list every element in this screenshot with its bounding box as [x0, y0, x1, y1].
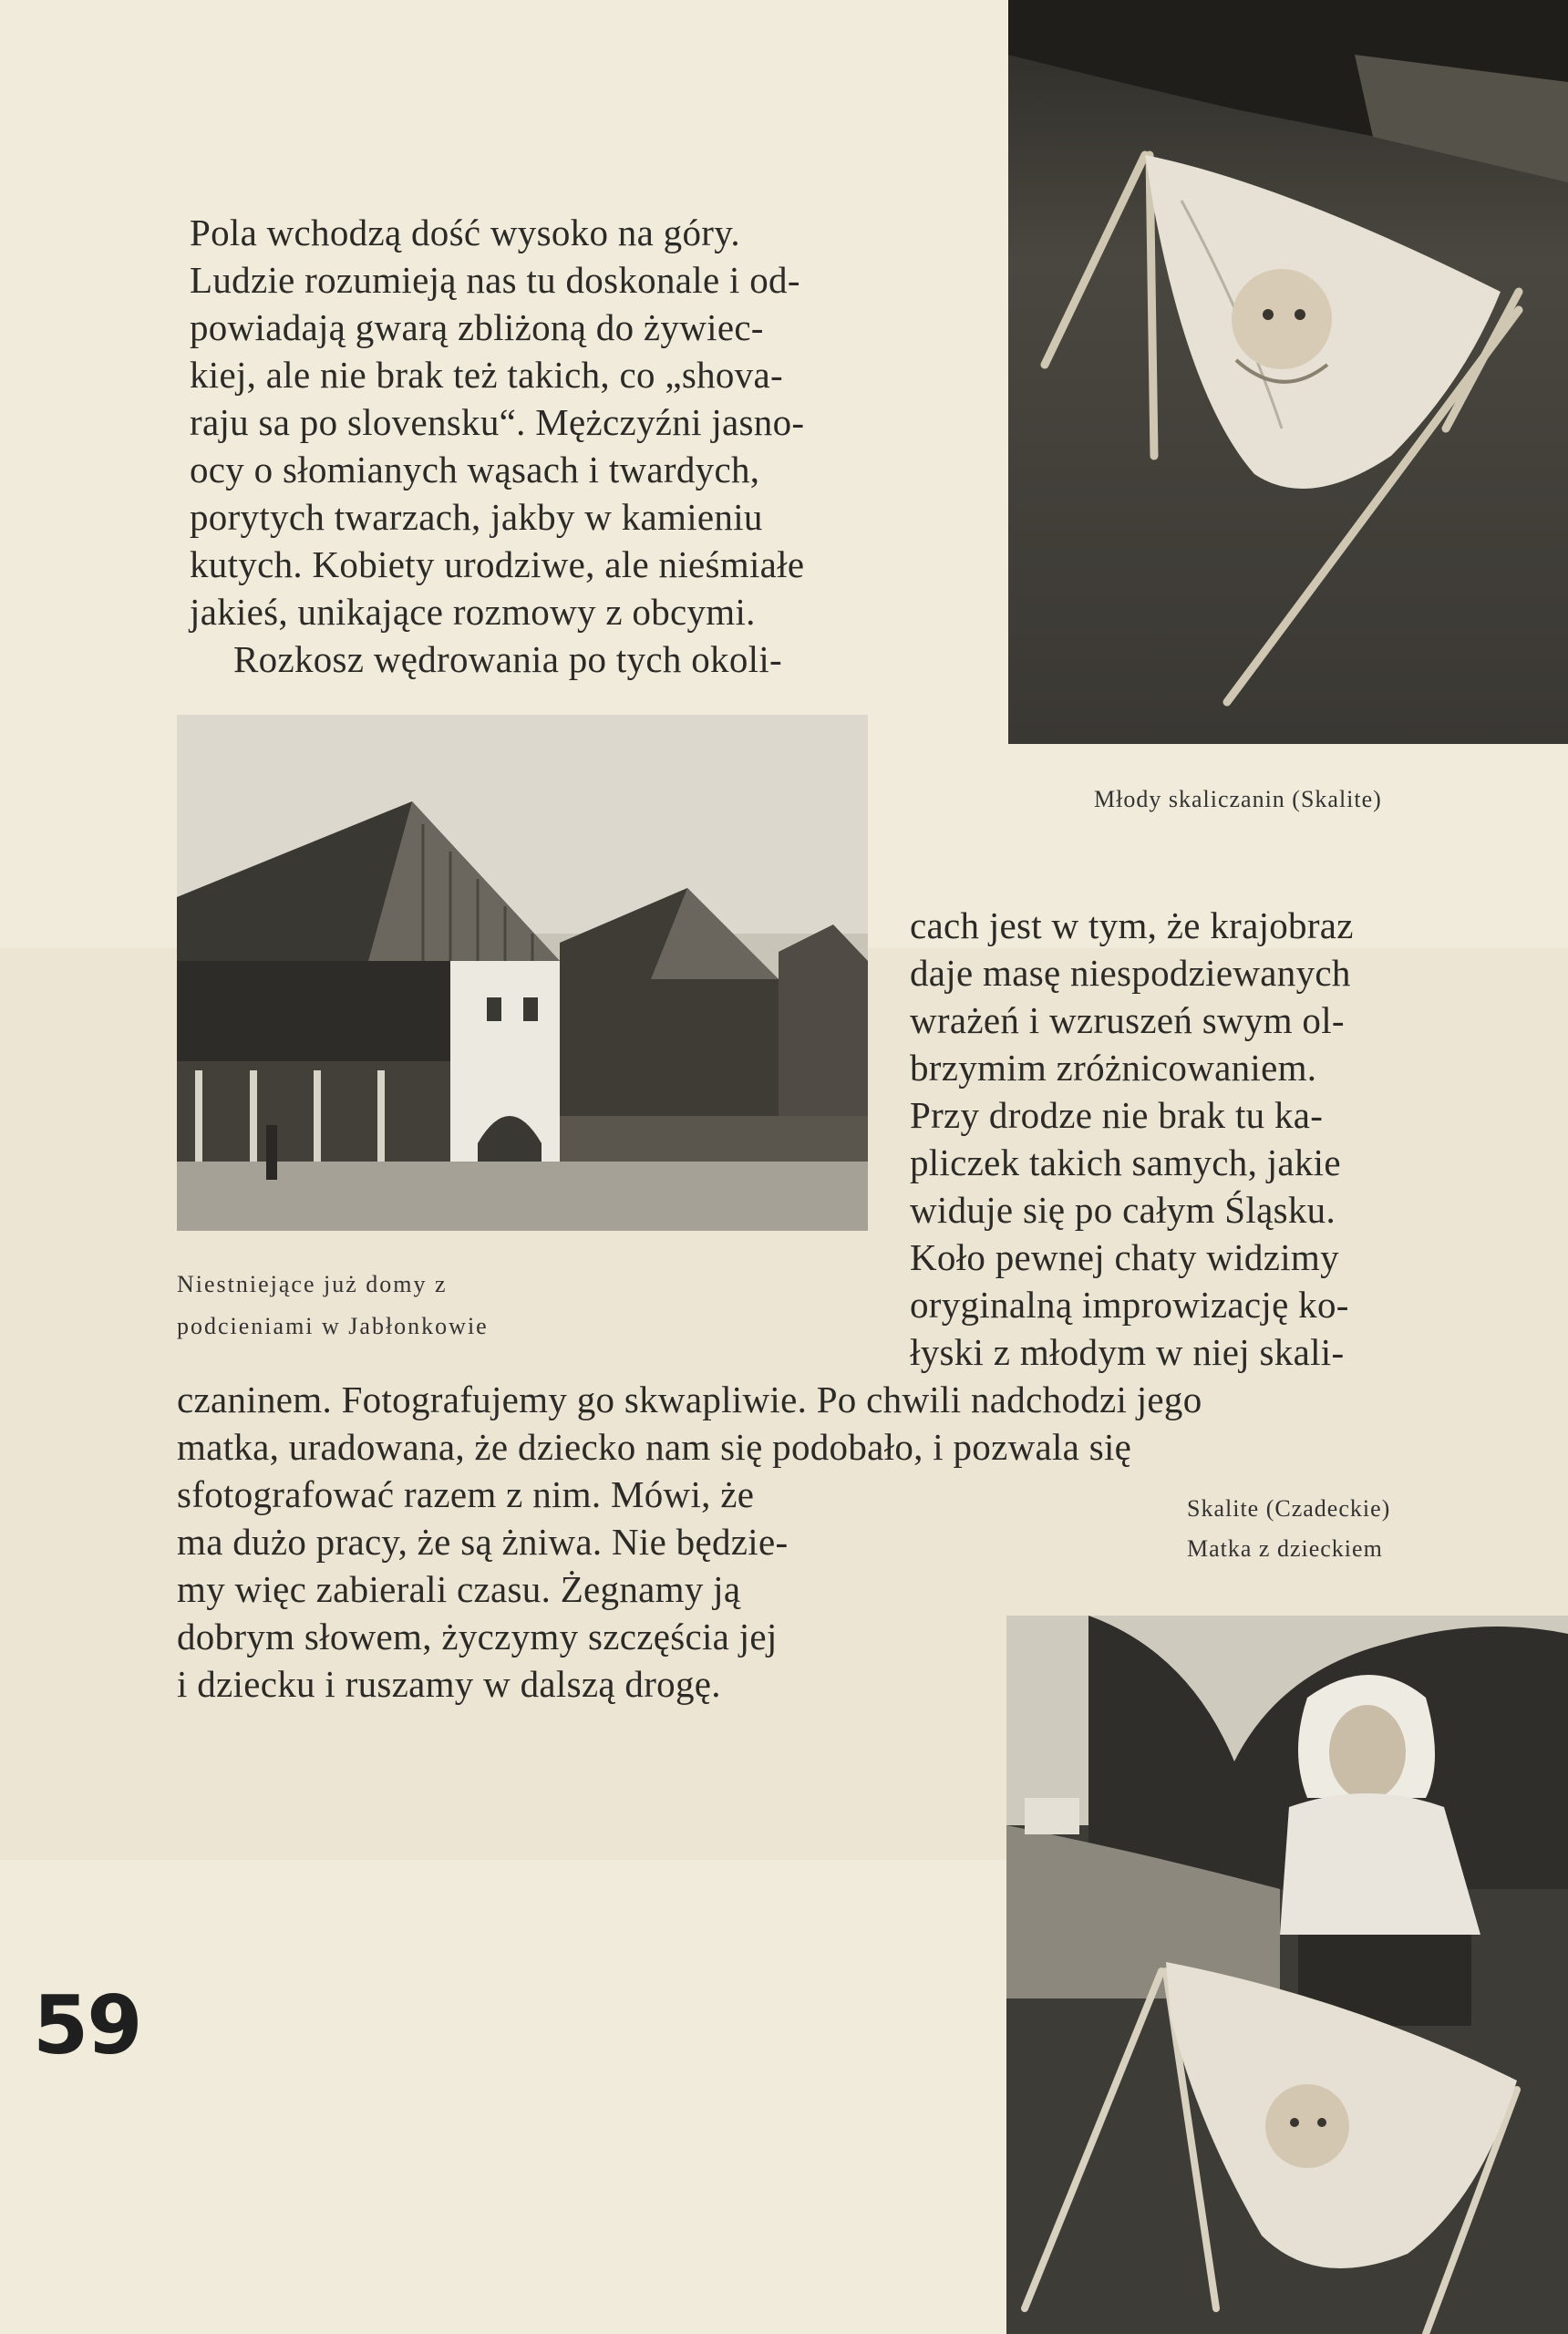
text-line: jakieś, unikające rozmowy z obcymi.	[190, 591, 756, 633]
text-line: czaninem. Fotografujemy go skwapliwie. Po chwili nadchodzi jego	[177, 1379, 1202, 1420]
text-line: Przy drodze nie brak tu ka-	[910, 1094, 1324, 1136]
text-line: my więc zabierali czasu. Żegnamy ją	[177, 1568, 741, 1610]
text-line: Pola wchodzą dość wysoko na góry.	[190, 212, 740, 253]
photo-houses-image	[177, 715, 868, 1231]
caption-mother-line-2: Matka z dzieckiem	[1187, 1535, 1383, 1562]
text-line: ma dużo pracy, że są żniwa. Nie będzie-	[177, 1521, 789, 1563]
text-line: kutych. Kobiety urodziwe, ale nieśmiałe	[190, 543, 805, 585]
text-line: daje masę niespodziewanych	[910, 952, 1351, 994]
text-line: raju sa po slovensku“. Mężczyźni jasno-	[190, 401, 805, 443]
photo-baby-hammock	[1008, 0, 1568, 744]
text-line: porytych twarzach, jakby w kamieniu	[190, 496, 763, 538]
photo-mother-child-image	[1006, 1616, 1568, 2334]
text-line: oryginalną improwizację ko-	[910, 1284, 1349, 1326]
text-line: powiadają gwarą zbliżoną do żywiec-	[190, 306, 764, 348]
page-number: 59	[33, 1978, 141, 2072]
text-line: i dziecku i ruszamy w dalszą drogę.	[177, 1663, 721, 1705]
text-line: Koło pewnej chaty widzimy	[910, 1236, 1339, 1278]
text-line: łyski z młodym w niej skali-	[910, 1331, 1345, 1373]
text-line: ocy o słomianych wąsach i twardych,	[190, 449, 760, 491]
text-line: cach jest w tym, że krajobraz	[910, 904, 1354, 946]
text-line: matka, uradowana, że dziecko nam się podobało, i pozwala się	[177, 1426, 1132, 1468]
text-line: kiej, ale nie brak też takich, co „shova-	[190, 354, 783, 396]
text-line: widuje się po całym Śląsku.	[910, 1189, 1336, 1231]
caption-houses-line-2: podcieniami w Jabłonkowie	[177, 1313, 489, 1339]
photo-baby-hammock-image	[1008, 0, 1568, 744]
text-line: pliczek takich samych, jakie	[910, 1141, 1341, 1183]
photo-houses-jablonkow	[177, 715, 868, 1231]
caption-baby-hammock: Młody skaliczanin (Skalite)	[1094, 786, 1382, 812]
text-line: dobrym słowem, życzymy szczęścia jej	[177, 1616, 778, 1658]
caption-mother-line-1: Skalite (Czadeckie)	[1187, 1495, 1391, 1522]
text-line: Ludzie rozumieją nas tu doskonale i od-	[190, 259, 800, 301]
text-line: sfotografować razem z nim. Mówi, że	[177, 1473, 755, 1515]
caption-houses-line-1: Niestniejące już domy z	[177, 1271, 448, 1297]
text-line: wrażeń i wzruszeń swym ol-	[910, 999, 1345, 1041]
text-line: brzymim zróżnicowaniem.	[910, 1047, 1317, 1089]
photo-mother-child	[1006, 1616, 1568, 2334]
text-line: Rozkosz wędrowania po tych okoli-	[233, 638, 782, 680]
